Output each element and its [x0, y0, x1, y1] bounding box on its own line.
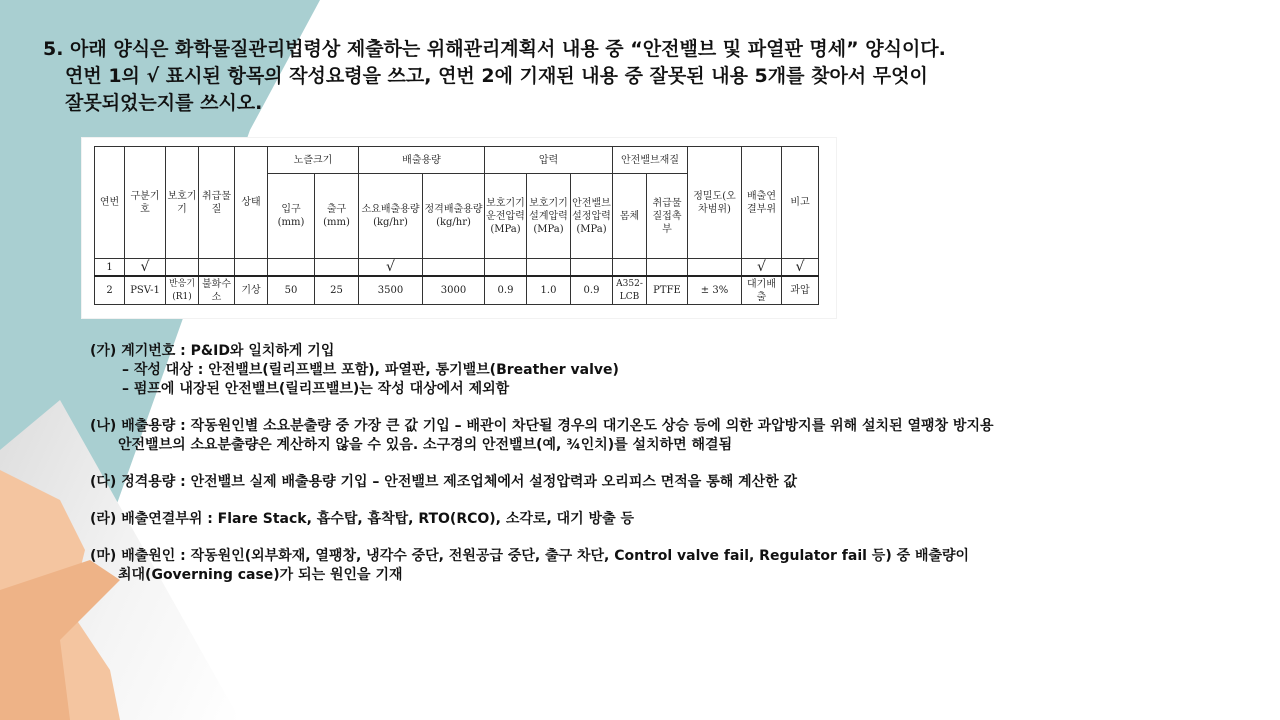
header-outlet: 배출연결부위 [742, 147, 782, 259]
header-device: 보호기기 [166, 147, 199, 259]
row1-body [613, 259, 647, 277]
row2-body: A352-LCB [613, 276, 647, 305]
note-na-line-2: 안전밸브의 소요분출량은 계산하지 않을 수 있음. 소구경의 안전밸브(예, ¾인치)를 설치하면 해결됨 [118, 437, 733, 453]
row2-required: 3500 [359, 276, 423, 305]
row1-accuracy [688, 259, 742, 277]
header-body: 몸체 [613, 174, 647, 259]
row2-no: 2 [95, 276, 125, 305]
safety-valve-form-image [82, 138, 836, 318]
header-discharge: 배출용량 [359, 147, 485, 174]
table-row-1 [95, 259, 819, 277]
header-code: 구분기호 [125, 147, 166, 259]
row1-remarks-check: √ [782, 259, 819, 277]
header-state: 상태 [235, 147, 268, 259]
row1-outlet-check: √ [742, 259, 782, 277]
header-operating-pressure: 보호기기운전압력(MPa) [485, 174, 527, 259]
header-required-capacity: 소요배출용량(kg/hr) [359, 174, 423, 259]
row1-in [268, 259, 315, 277]
note-ra-line: (라) 배출연결부위 : Flare Stack, 흡수탑, 흡착탑, RTO(RCO), 소각로, 대기 방출 등 [90, 511, 635, 527]
header-set-pressure: 안전밸브설정압력(MPa) [571, 174, 613, 259]
header-remarks: 비고 [782, 147, 819, 259]
row2-in: 50 [268, 276, 315, 305]
header-rated-capacity: 정격배출용량(kg/hr) [423, 174, 485, 259]
header-wetted: 취급물질접촉부 [647, 174, 688, 259]
row1-material [199, 259, 235, 277]
row2-state: 기상 [235, 276, 268, 305]
note-da-line: (다) 정격용량 : 안전밸브 실제 배출용량 기입 – 안전밸브 제조업체에서 설정압력과 오리피스 면적을 통해 계산한 값 [90, 474, 798, 490]
note-ga-title: (가) 계기번호 : P&ID와 일치하게 기입 [90, 343, 335, 359]
row2-rated: 3000 [423, 276, 485, 305]
row2-outlet: 대기배출 [742, 276, 782, 305]
note-ra [90, 510, 1170, 529]
row1-p-design [527, 259, 571, 277]
row2-out: 25 [315, 276, 359, 305]
row1-p-operating [485, 259, 527, 277]
row1-rated [423, 259, 485, 277]
row1-code-check: √ [125, 259, 166, 277]
row1-no: 1 [95, 259, 125, 277]
row2-device: 반응기(R1) [166, 276, 199, 305]
answer-notes [90, 342, 1170, 603]
row2-code: PSV-1 [125, 276, 166, 305]
note-ga-sub-2: – 펌프에 내장된 안전밸브(릴리프밸브)는 작성 대상에서 제외함 [122, 381, 510, 397]
row2-p-operating: 0.9 [485, 276, 527, 305]
header-valve-material: 안전밸브재질 [613, 147, 688, 174]
row2-material: 불화수소 [199, 276, 235, 305]
header-nozzle-in: 입구(mm) [268, 174, 315, 259]
row1-out [315, 259, 359, 277]
safety-valve-spec-table [94, 146, 819, 305]
row2-p-set: 0.9 [571, 276, 613, 305]
row1-state [235, 259, 268, 277]
note-na-line-1: (나) 배출용량 : 작동원인별 소요분출량 중 가장 큰 값 기입 – 배관이 차단될 경우의 대기온도 상승 등에 의한 과압방지를 위해 설치된 열팽창 방지용 [90, 418, 994, 434]
header-design-pressure: 보호기기설계압력(MPa) [527, 174, 571, 259]
row1-device [166, 259, 199, 277]
note-ma [90, 547, 1170, 585]
row1-required-check: √ [359, 259, 423, 277]
row2-wetted: PTFE [647, 276, 688, 305]
question-line-1: 5. 아래 양식은 화학물질관리법령상 제출하는 위해관리계획서 내용 중 “안전밸브 및 파열판 명세” 양식이다. [43, 38, 946, 60]
header-pressure: 압력 [485, 147, 613, 174]
row2-remarks: 과압 [782, 276, 819, 305]
note-ga-sub-1: – 작성 대상 : 안전밸브(릴리프밸브 포함), 파열판, 통기밸브(Breather valve) [122, 362, 619, 378]
table-row-2 [95, 276, 819, 305]
row1-p-set [571, 259, 613, 277]
row2-accuracy: ± 3% [688, 276, 742, 305]
row2-p-design: 1.0 [527, 276, 571, 305]
note-ma-line-1: (마) 배출원인 : 작동원인(외부화재, 열팽창, 냉각수 중단, 전원공급 중단, 출구 차단, Control valve fail, Regulator fail 등) 중 배출량이 [90, 548, 970, 564]
note-ma-line-2: 최대(Governing case)가 되는 원인을 기재 [118, 567, 403, 583]
header-accuracy: 정밀도(오차범위) [688, 147, 742, 259]
note-na [90, 417, 1170, 455]
note-da [90, 473, 1170, 492]
note-ga [90, 342, 1170, 399]
question-line-3: 잘못되었는지를 쓰시오. [65, 92, 263, 114]
question-text [43, 36, 1163, 117]
question-line-2: 연번 1의 √ 표시된 항목의 작성요령을 쓰고, 연번 2에 기재된 내용 중 잘못된 내용 5개를 찾아서 무엇이 [65, 65, 928, 87]
row1-wetted [647, 259, 688, 277]
header-no: 연번 [95, 147, 125, 259]
header-nozzle: 노즐크기 [268, 147, 359, 174]
header-material: 취급물질 [199, 147, 235, 259]
header-nozzle-out: 출구(mm) [315, 174, 359, 259]
